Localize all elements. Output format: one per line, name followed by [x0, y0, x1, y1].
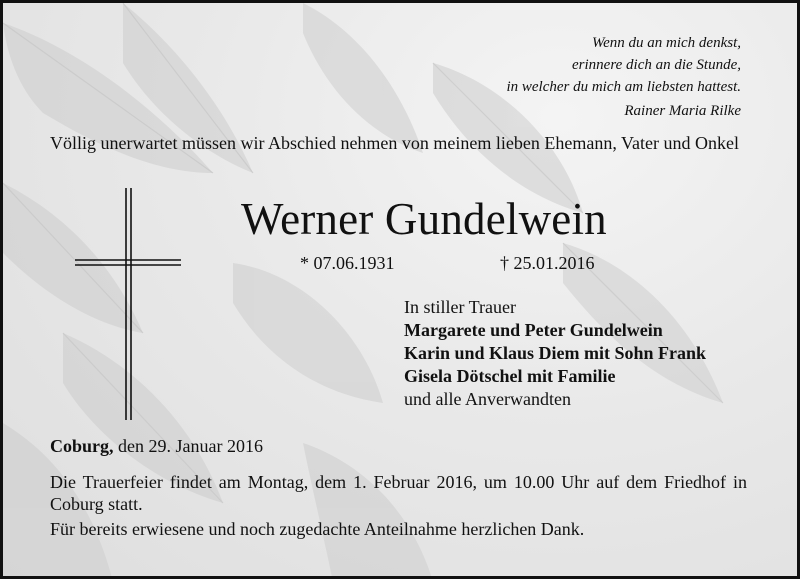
quote-author: Rainer Maria Rilke — [624, 103, 741, 119]
mourners-heading: In stiller Trauer — [404, 297, 516, 317]
quote-line: in welcher du mich am liebsten hattest. — [506, 79, 741, 95]
death-date: † 25.01.2016 — [500, 253, 595, 273]
cross-icon — [73, 188, 183, 423]
quote-line: erinnere dich an die Stunde, — [572, 57, 741, 73]
birth-date: * 07.06.1931 — [300, 253, 395, 273]
thanks-text: Für bereits erwiesene und noch zugedachte Anteilnahme herzlichen Dank. — [50, 519, 585, 539]
mourners-closing: und alle Anverwandten — [404, 389, 571, 409]
deceased-name: Werner Gundelwein — [241, 194, 607, 244]
funeral-notice: Die Trauerfeier findet am Montag, dem 1. Februar 2016, um 10.00 Uhr auf dem Friedhof in Coburg statt. — [50, 472, 747, 514]
mourner-name: Karin und Klaus Diem mit Sohn Frank — [404, 343, 707, 363]
quote-line: Wenn du an mich denkst, — [591, 35, 741, 51]
place-date — [50, 435, 263, 457]
place: Coburg, — [50, 436, 114, 456]
mourner-name: Margarete und Peter Gundelwein — [404, 320, 663, 340]
date: den 29. Januar 2016 — [118, 436, 263, 456]
mourner-name: Gisela Dötschel mit Familie — [404, 366, 616, 386]
quote-block — [381, 32, 741, 122]
mourners-block — [404, 296, 706, 411]
intro-text: Völlig unerwartet müssen wir Abschied nehmen von meinem lieben Ehemann, Vater und Onkel — [50, 133, 740, 153]
